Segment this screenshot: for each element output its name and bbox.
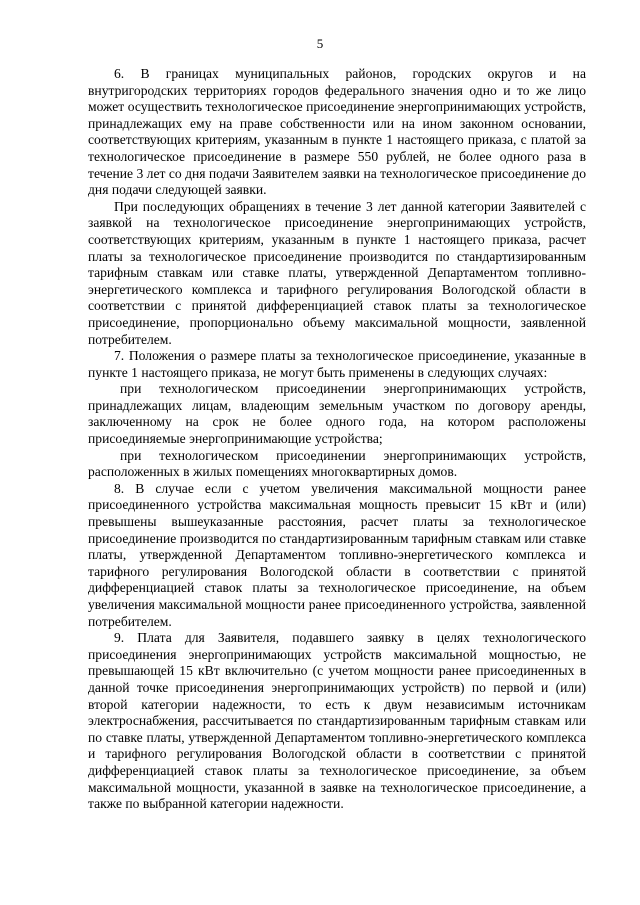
paragraph-8: 8. В случае если с учетом увеличения максимальной мощности ранее присоединенного устройства максимальная мощность превысит 15 кВт и (или) превышены вышеуказанные расстояния, расчет платы за технологическое присоединение производится по стандартизированным тарифным ставкам или ставке платы, утвержденной Департаментом топливно-энергетического комплекса и тарифного регулирования Вологодской области в соответствии с принятой дифференциацией ставок платы за технологическое присоединение, на объем увеличения максимальной мощности ранее присоединенного устройства, заявленной потребителем.: [88, 480, 586, 629]
page-number: 5: [316, 36, 324, 51]
paragraph-7: 7. Положения о размере платы за технологическое присоединение, указанные в пункте 1 настоящего приказа, не могут быть применены в следующих случаях:: [88, 348, 586, 380]
paragraph-7-case-apartment: при технологическом присоединении энергопринимающих устройств, расположенных в жилых помещениях многоквартирных домов.: [88, 447, 586, 480]
paragraph-6-continuation: При последующих обращениях в течение 3 лет данной категории Заявителей с заявкой на технологическое присоединение энергопринимающих устройств, соответствующих критериям, указанным в пункте 1 настоящего приказа, расчет платы за технологическое присоединение производится по стандартизированным тарифным ставкам или ставке платы, утвержденной Департаментом топливно-энергетического комплекса и тарифного регулирования Вологодской области в соответствии с принятой дифференциацией ставок платы за технологическое присоединение, пропорционально объему максимальной мощности, заявленной потребителем.: [88, 198, 586, 347]
paragraph-6: 6. В границах муниципальных районов, городских округов и на внутригородских территориях городов федерального значения одно и то же лицо может осуществить технологическое присоединение энергопринимающих устройств, принадлежащих ему на праве собственности или на ином законном основании, соответствующих критериям, указанным в пункте 1 настоящего приказа, с платой за технологическое присоединение в размере 550 рублей, не более одного раза в течение 3 лет со дня подачи Заявителем заявки на технологическое присоединение до дня подачи следующей заявки.: [88, 66, 587, 198]
paragraph-9: 9. Плата для Заявителя, подавшего заявку в целях технологического присоединения энергопринимающих устройств максимальной мощностью, не превышающей 15 кВт включительно (с учетом мощности ранее присоединенных в данной точке присоединения энергопринимающих устройств) по первой и (или) второй категории надежности, то есть к двум независимым источникам электроснабжения, рассчитывается по стандартизированным тарифным ставкам или по ставке платы, утвержденной Департаментом топливно-энергетического комплекса и тарифного регулирования Вологодской области в соответствии с принятой дифференциацией ставок платы за технологическое присоединение, за объем максимальной мощности, указанной в заявке на технологическое присоединение, а также по выбранной категории надежности.: [88, 630, 586, 812]
document-body: [88, 66, 586, 813]
paragraph-7-case-lease: при технологическом присоединении энергопринимающих устройств, принадлежащих лицам, владеющим земельным участком по договору аренды, заключенному на срок не более одного года, на котором расположены присоединяемые энергопринимающие устройства;: [88, 381, 586, 447]
